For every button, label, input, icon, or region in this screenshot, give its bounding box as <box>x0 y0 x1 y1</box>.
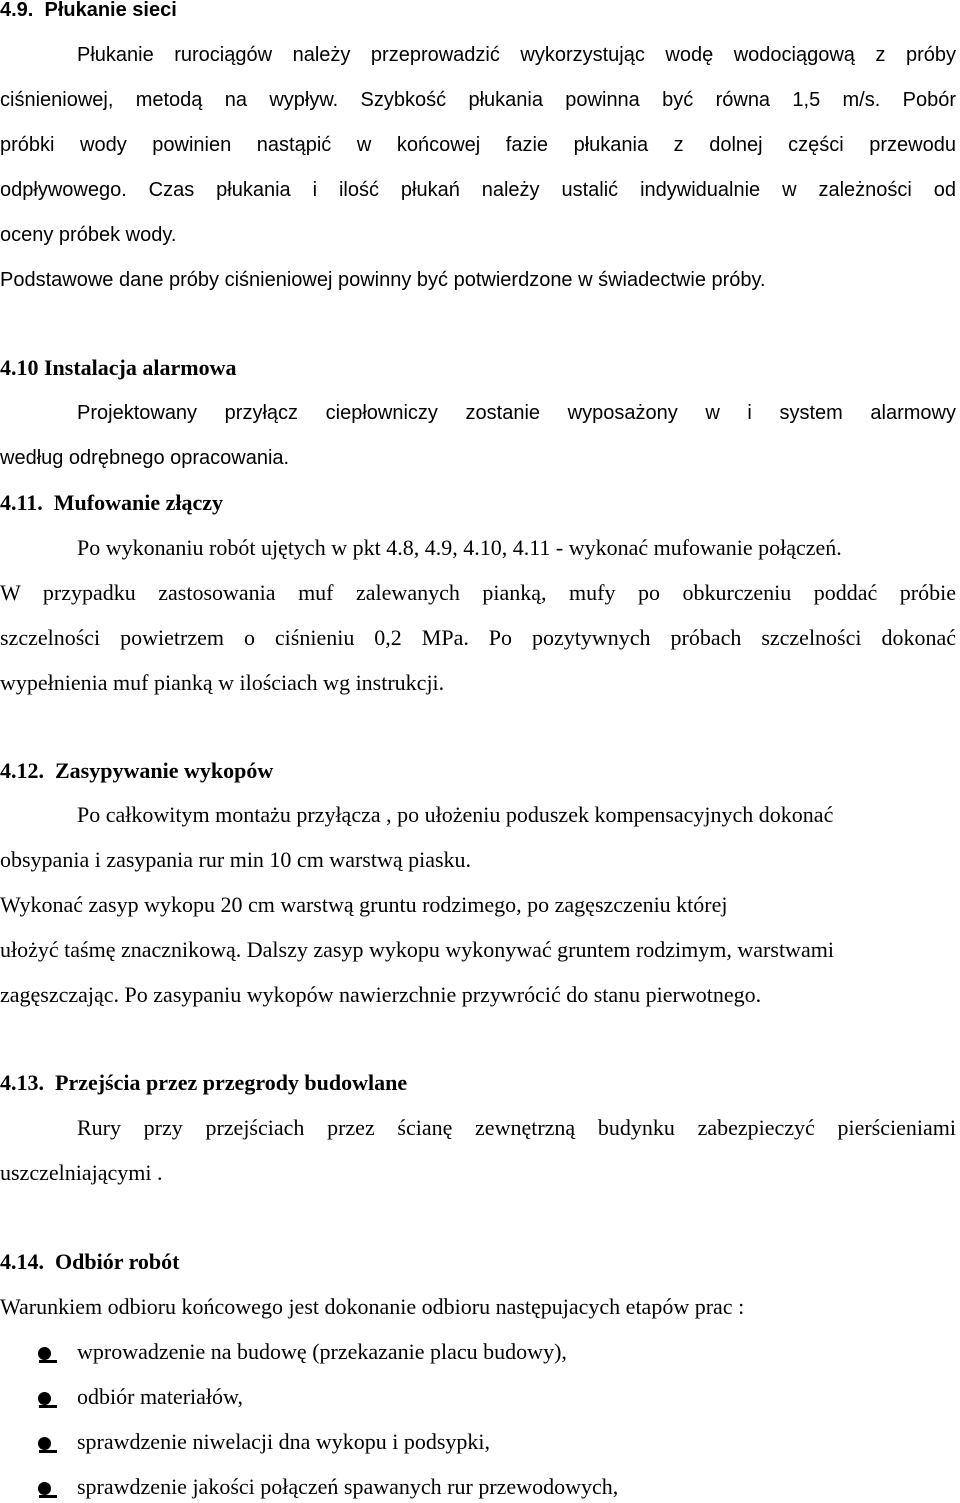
bullet-icon <box>38 1480 56 1498</box>
section-number: 4.12. <box>0 758 44 783</box>
paragraph-line: szczelności powietrzem o ciśnieniu 0,2 MPa. Po pozytywnych próbach szczelności dokonać <box>0 625 956 650</box>
paragraph-line: Płukanie rurociągów należy przeprowadzić wykorzystując wodę wodociągową z próby <box>77 44 956 66</box>
list-item: odbiór materiałów, <box>77 1384 243 1409</box>
paragraph-line: Wykonać zasyp wykopu 20 cm warstwą gruntu rodzimego, po zagęszczeniu której <box>0 892 728 917</box>
paragraph-line: odpływowego. Czas płukania i ilość płukań należy ustalić indywidualnie w zależności od <box>0 179 956 201</box>
section-heading-4-12 <box>0 755 956 787</box>
paragraph-line: uszczelniającymi . <box>0 1160 163 1185</box>
section-heading-4-9 <box>0 0 956 26</box>
paragraph-line: Po całkowitym montażu przyłącza , po ułożeniu poduszek kompensacyjnych dokonać <box>77 802 834 827</box>
paragraph-line: ułożyć taśmę znacznikową. Dalszy zasyp wykopu wykonywać gruntem rodzimym, warstwami <box>0 937 834 962</box>
paragraph-line: Rury przy przejściach przez ścianę zewnętrzną budynku zabezpieczyć pierścieniami <box>77 1115 956 1140</box>
paragraph-line: Po wykonaniu robót ujętych w pkt 4.8, 4.9, 4.10, 4.11 - wykonać mufowanie połączeń. <box>77 535 842 560</box>
section-title: Mufowanie złączy <box>53 490 224 515</box>
section-heading-4-11 <box>0 487 956 519</box>
section-number: 4.13. <box>0 1070 44 1095</box>
list-item: sprawdzenie niwelacji dna wykopu i podsypki, <box>77 1429 491 1454</box>
paragraph-line: Podstawowe dane próby ciśnieniowej powinny być potwierdzone w świadectwie próby. <box>0 269 766 291</box>
list-item: sprawdzenie jakości połączeń spawanych rur przewodowych, <box>77 1474 619 1499</box>
list-item: wprowadzenie na budowę (przekazanie placu budowy), <box>77 1339 567 1364</box>
bullet-icon <box>38 1345 56 1363</box>
section-number: 4.10 <box>0 355 39 380</box>
paragraph-line: próbki wody powinien nastąpić w końcowej fazie płukania z dolnej części przewodu <box>0 134 956 156</box>
section-title: Instalacja alarmowa <box>44 355 237 380</box>
section-title: Przejścia przez przegrody budowlane <box>55 1070 408 1095</box>
paragraph-line: ciśnieniowej, metodą na wypływ. Szybkość płukania powinna być równa 1,5 m/s. Pobór <box>0 89 956 111</box>
paragraph-line: wypełnienia muf pianką w ilościach wg instrukcji. <box>0 670 445 695</box>
paragraph-line: według odrębnego opracowania. <box>0 447 290 469</box>
paragraph-line: obsypania i zasypania rur min 10 cm warstwą piasku. <box>0 847 472 872</box>
section-heading-4-10 <box>0 352 956 384</box>
section-title: Płukanie sieci <box>44 0 177 21</box>
paragraph-line: Projektowany przyłącz ciepłowniczy zostanie wyposażony w i system alarmowy <box>77 402 956 424</box>
bullet-icon <box>38 1435 56 1453</box>
paragraph-line: zagęszczając. Po zasypaniu wykopów nawierzchnie przywrócić do stanu pierwotnego. <box>0 982 762 1007</box>
section-number: 4.14. <box>0 1249 44 1274</box>
section-title: Odbiór robót <box>55 1249 180 1274</box>
section-number: 4.11. <box>0 490 43 515</box>
paragraph-line: oceny próbek wody. <box>0 224 177 246</box>
paragraph-line: W przypadku zastosowania muf zalewanych pianką, mufy po obkurczeniu poddać próbie <box>0 580 956 605</box>
paragraph-line: Warunkiem odbioru końcowego jest dokonanie odbioru następujacych etapów prac : <box>0 1294 745 1319</box>
bullet-icon <box>38 1390 56 1408</box>
section-heading-4-13 <box>0 1067 956 1099</box>
section-number: 4.9. <box>0 0 34 21</box>
section-title: Zasypywanie wykopów <box>55 758 274 783</box>
section-heading-4-14 <box>0 1246 956 1278</box>
